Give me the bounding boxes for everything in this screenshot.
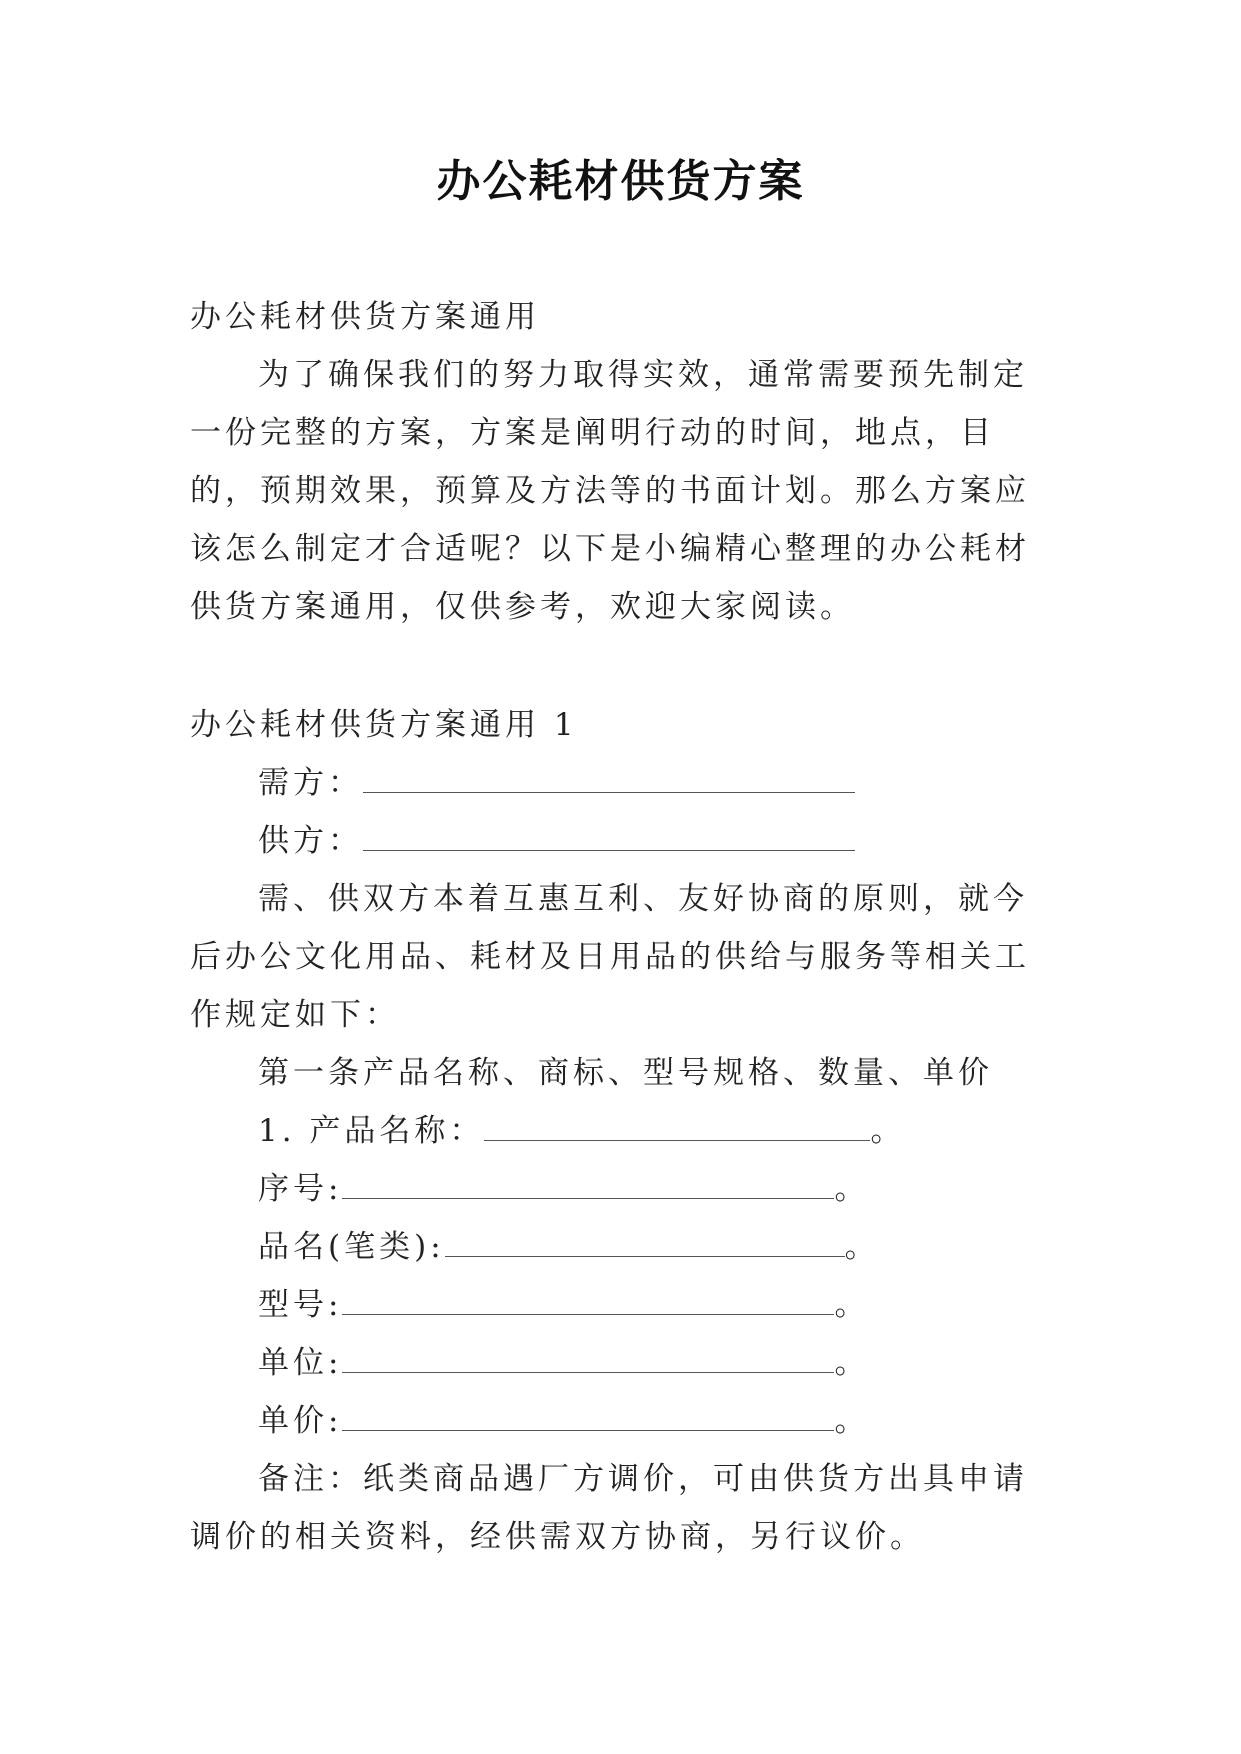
item-name-line	[190, 1218, 1058, 1276]
serial-label: 序号:	[258, 1171, 343, 1207]
product-name-blank[interactable]	[484, 1114, 870, 1141]
demand-party-label: 需方：	[258, 765, 363, 801]
unit-price-blank[interactable]	[342, 1404, 834, 1431]
supply-party-blank[interactable]	[363, 824, 855, 851]
period-mark: 。	[844, 1229, 880, 1265]
period-mark: 。	[834, 1403, 870, 1439]
demand-party-blank[interactable]	[363, 766, 855, 793]
unit-price-line	[190, 1392, 1058, 1450]
supply-party-label: 供方：	[258, 823, 363, 859]
unit-label: 单位:	[258, 1345, 343, 1381]
period-mark: 。	[834, 1345, 870, 1381]
item-name-blank[interactable]	[445, 1230, 845, 1257]
principle-paragraph: 需、供双方本着互惠互利、友好协商的原则，就今后办公文化用品、耗材及日用品的供给与服务等相关工作规定如下：	[190, 881, 1030, 1033]
period-mark: 。	[834, 1171, 870, 1207]
product-name-label: 1. 产品名称：	[258, 1113, 485, 1149]
unit-line	[190, 1334, 1058, 1392]
serial-blank[interactable]	[342, 1172, 834, 1199]
period-mark: 。	[834, 1287, 870, 1323]
note-paragraph: 备注：纸类商品遇厂方调价，可由供货方出具申请调价的相关资料，经供需双方协商，另行议价。	[190, 1461, 1028, 1555]
unit-blank[interactable]	[342, 1346, 834, 1373]
intro-section	[190, 288, 1058, 636]
product-name-line	[190, 1102, 1058, 1160]
unit-price-label: 单价:	[258, 1403, 343, 1439]
section-1	[190, 696, 1058, 1566]
article-1-heading: 第一条产品名称、商标、型号规格、数量、单价	[258, 1055, 993, 1091]
item-name-label: 品名(笔类):	[258, 1229, 445, 1265]
model-label: 型号:	[258, 1287, 343, 1323]
demand-party-line	[190, 754, 1058, 812]
document-title: 办公耗材供货方案	[436, 156, 805, 207]
model-blank[interactable]	[342, 1288, 834, 1315]
model-line	[190, 1276, 1058, 1334]
supply-party-line	[190, 812, 1058, 870]
period-mark: 。	[870, 1113, 906, 1149]
section1-heading: 办公耗材供货方案通用 1	[190, 707, 578, 743]
serial-line	[190, 1160, 1058, 1218]
intro-heading: 办公耗材供货方案通用	[190, 299, 540, 335]
intro-paragraph: 为了确保我们的努力取得实效，通常需要预先制定一份完整的方案，方案是阐明行动的时间，地点，目的，预期效果，预算及方法等的书面计划。那么方案应该怎么制定才合适呢？以下是小编精心整理的办公耗材供货方案通用，仅供参考，欢迎大家阅读。	[190, 357, 1030, 625]
